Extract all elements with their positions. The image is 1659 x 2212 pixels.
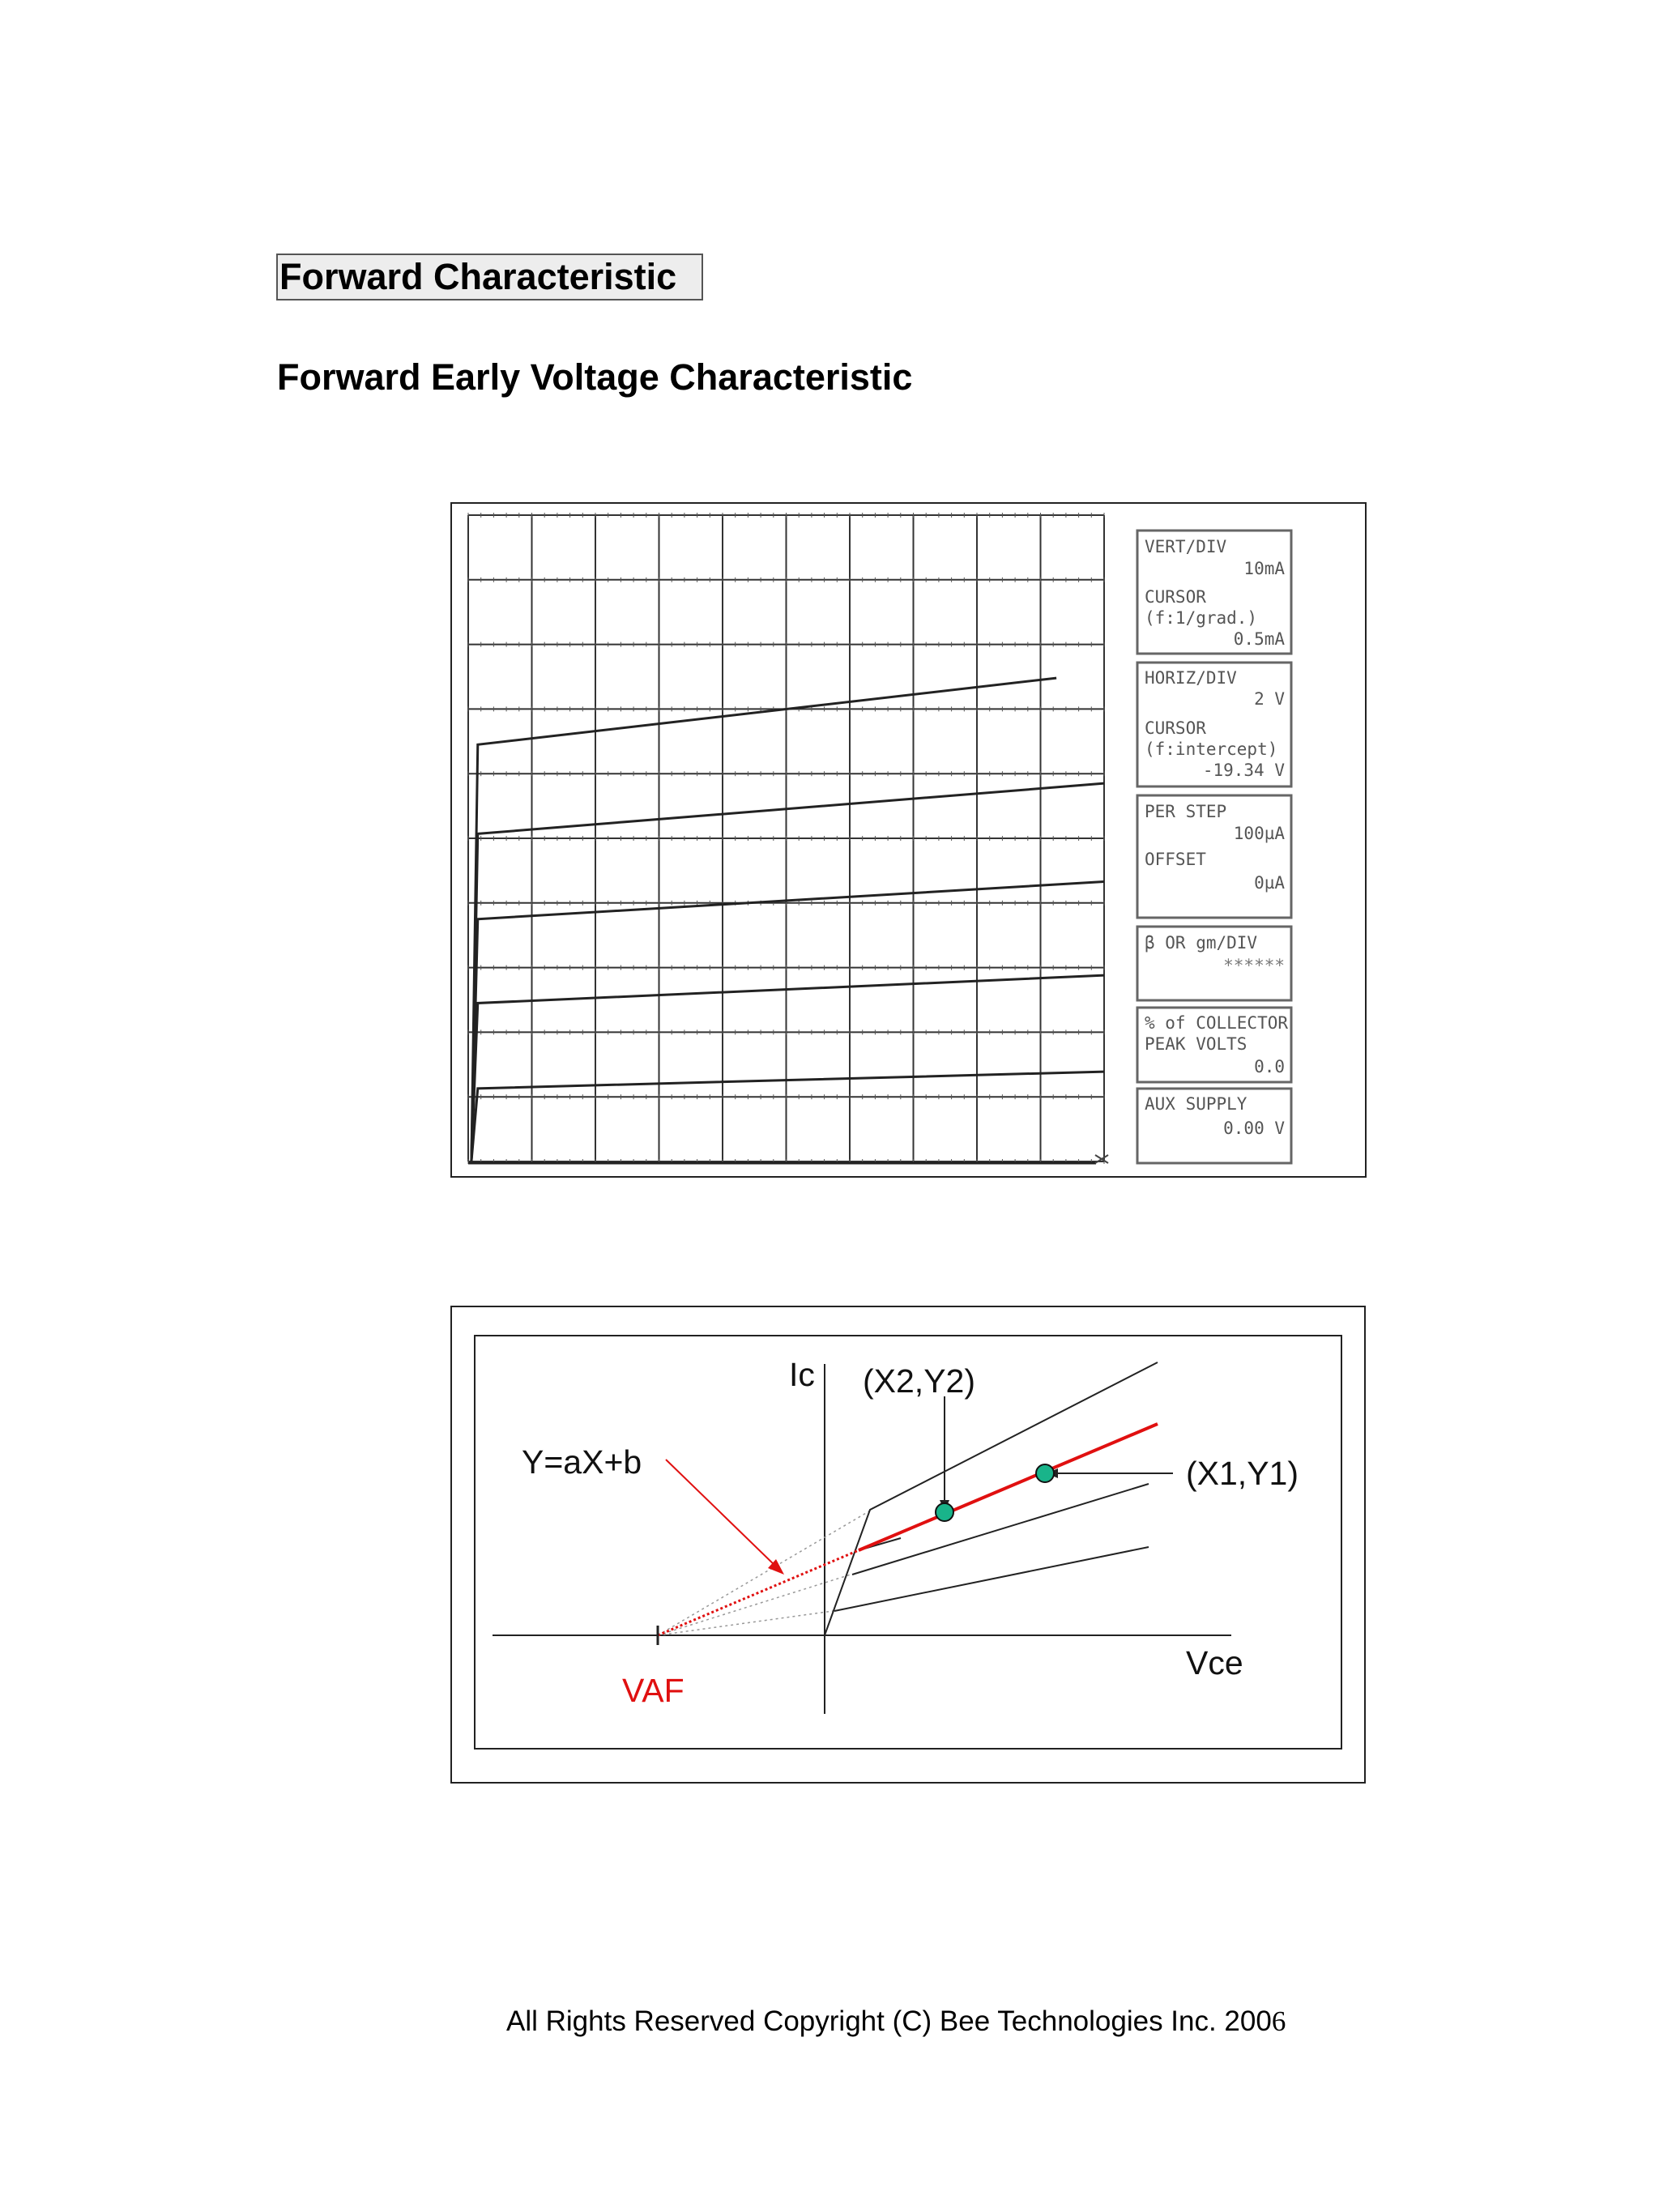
characteristic-curve	[471, 1072, 1104, 1161]
svg-text:0.0: 0.0	[1254, 1057, 1285, 1076]
curve-tracer-plot	[452, 504, 1365, 1176]
characteristic-curve	[471, 678, 1056, 1161]
equation-label: Y=aX+b	[522, 1443, 642, 1481]
svg-text:0.00 V: 0.00 V	[1223, 1119, 1285, 1138]
svg-text:(f:1/grad.): (f:1/grad.)	[1145, 608, 1258, 628]
early-voltage-sketch	[452, 1307, 1364, 1782]
readout-per-step	[1137, 795, 1291, 918]
copyright-footer	[506, 2005, 1286, 2038]
graticule	[468, 513, 1104, 1164]
extrapolation-line	[658, 1575, 851, 1635]
readout-vert-div	[1137, 531, 1291, 654]
vaf-label: VAF	[622, 1672, 684, 1709]
readout-collector-peak	[1137, 1008, 1291, 1082]
svg-text:-19.34 V: -19.34 V	[1202, 761, 1285, 780]
point1-label: (X1,Y1)	[1186, 1455, 1299, 1492]
ic-curve	[852, 1484, 1149, 1575]
point1-marker	[1036, 1464, 1054, 1482]
svg-text:2 V: 2 V	[1254, 689, 1285, 709]
characteristic-curve	[471, 975, 1104, 1161]
svg-text:******: ******	[1223, 956, 1285, 975]
svg-text:(f:intercept): (f:intercept)	[1145, 739, 1278, 759]
svg-text:PER STEP: PER STEP	[1145, 802, 1227, 821]
point2-label: (X2,Y2)	[863, 1362, 975, 1400]
section-title: Forward Characteristic	[276, 254, 703, 300]
extrapolation-line	[658, 1611, 833, 1635]
svg-text:100µA: 100µA	[1233, 824, 1285, 843]
readout-beta-gm	[1137, 927, 1291, 1000]
svg-text:OFFSET: OFFSET	[1145, 850, 1206, 869]
early-voltage-diagram	[450, 1306, 1366, 1784]
svg-text:AUX SUPPLY: AUX SUPPLY	[1145, 1094, 1247, 1114]
point2-marker	[936, 1503, 953, 1521]
curve-tracer-figure	[450, 502, 1367, 1178]
ic-curve	[834, 1547, 1149, 1611]
svg-text:0µA: 0µA	[1254, 873, 1285, 893]
svg-text:0.5mA: 0.5mA	[1233, 629, 1285, 649]
sub-title: Forward Early Voltage Characteristic	[277, 356, 913, 398]
copyright-year-digit: 6	[1271, 2005, 1286, 2037]
vce-label: Vce	[1186, 1644, 1243, 1681]
svg-text:β OR gm/DIV: β OR gm/DIV	[1145, 933, 1258, 953]
ic-label: Ic	[789, 1356, 815, 1393]
svg-text:VERT/DIV: VERT/DIV	[1145, 537, 1227, 556]
svg-text:10mA: 10mA	[1243, 559, 1285, 578]
readout-aux-supply	[1137, 1089, 1291, 1163]
readout-horiz-div	[1137, 663, 1291, 786]
svg-text:CURSOR: CURSOR	[1145, 587, 1206, 607]
ic-curve-top	[825, 1362, 1158, 1635]
svg-text:% of COLLECTOR: % of COLLECTOR	[1145, 1013, 1289, 1033]
fit-line	[859, 1424, 1158, 1550]
equation-arrow	[666, 1460, 778, 1568]
extrapolation-line	[658, 1510, 872, 1635]
characteristic-curve	[471, 783, 1104, 1161]
svg-text:CURSOR: CURSOR	[1145, 718, 1206, 738]
svg-text:PEAK VOLTS: PEAK VOLTS	[1145, 1034, 1247, 1054]
copyright-text: All Rights Reserved Copyright (C) Bee Technologies Inc. 200	[506, 2005, 1272, 2037]
svg-text:HORIZ/DIV: HORIZ/DIV	[1145, 668, 1237, 688]
characteristic-curve	[471, 881, 1104, 1161]
